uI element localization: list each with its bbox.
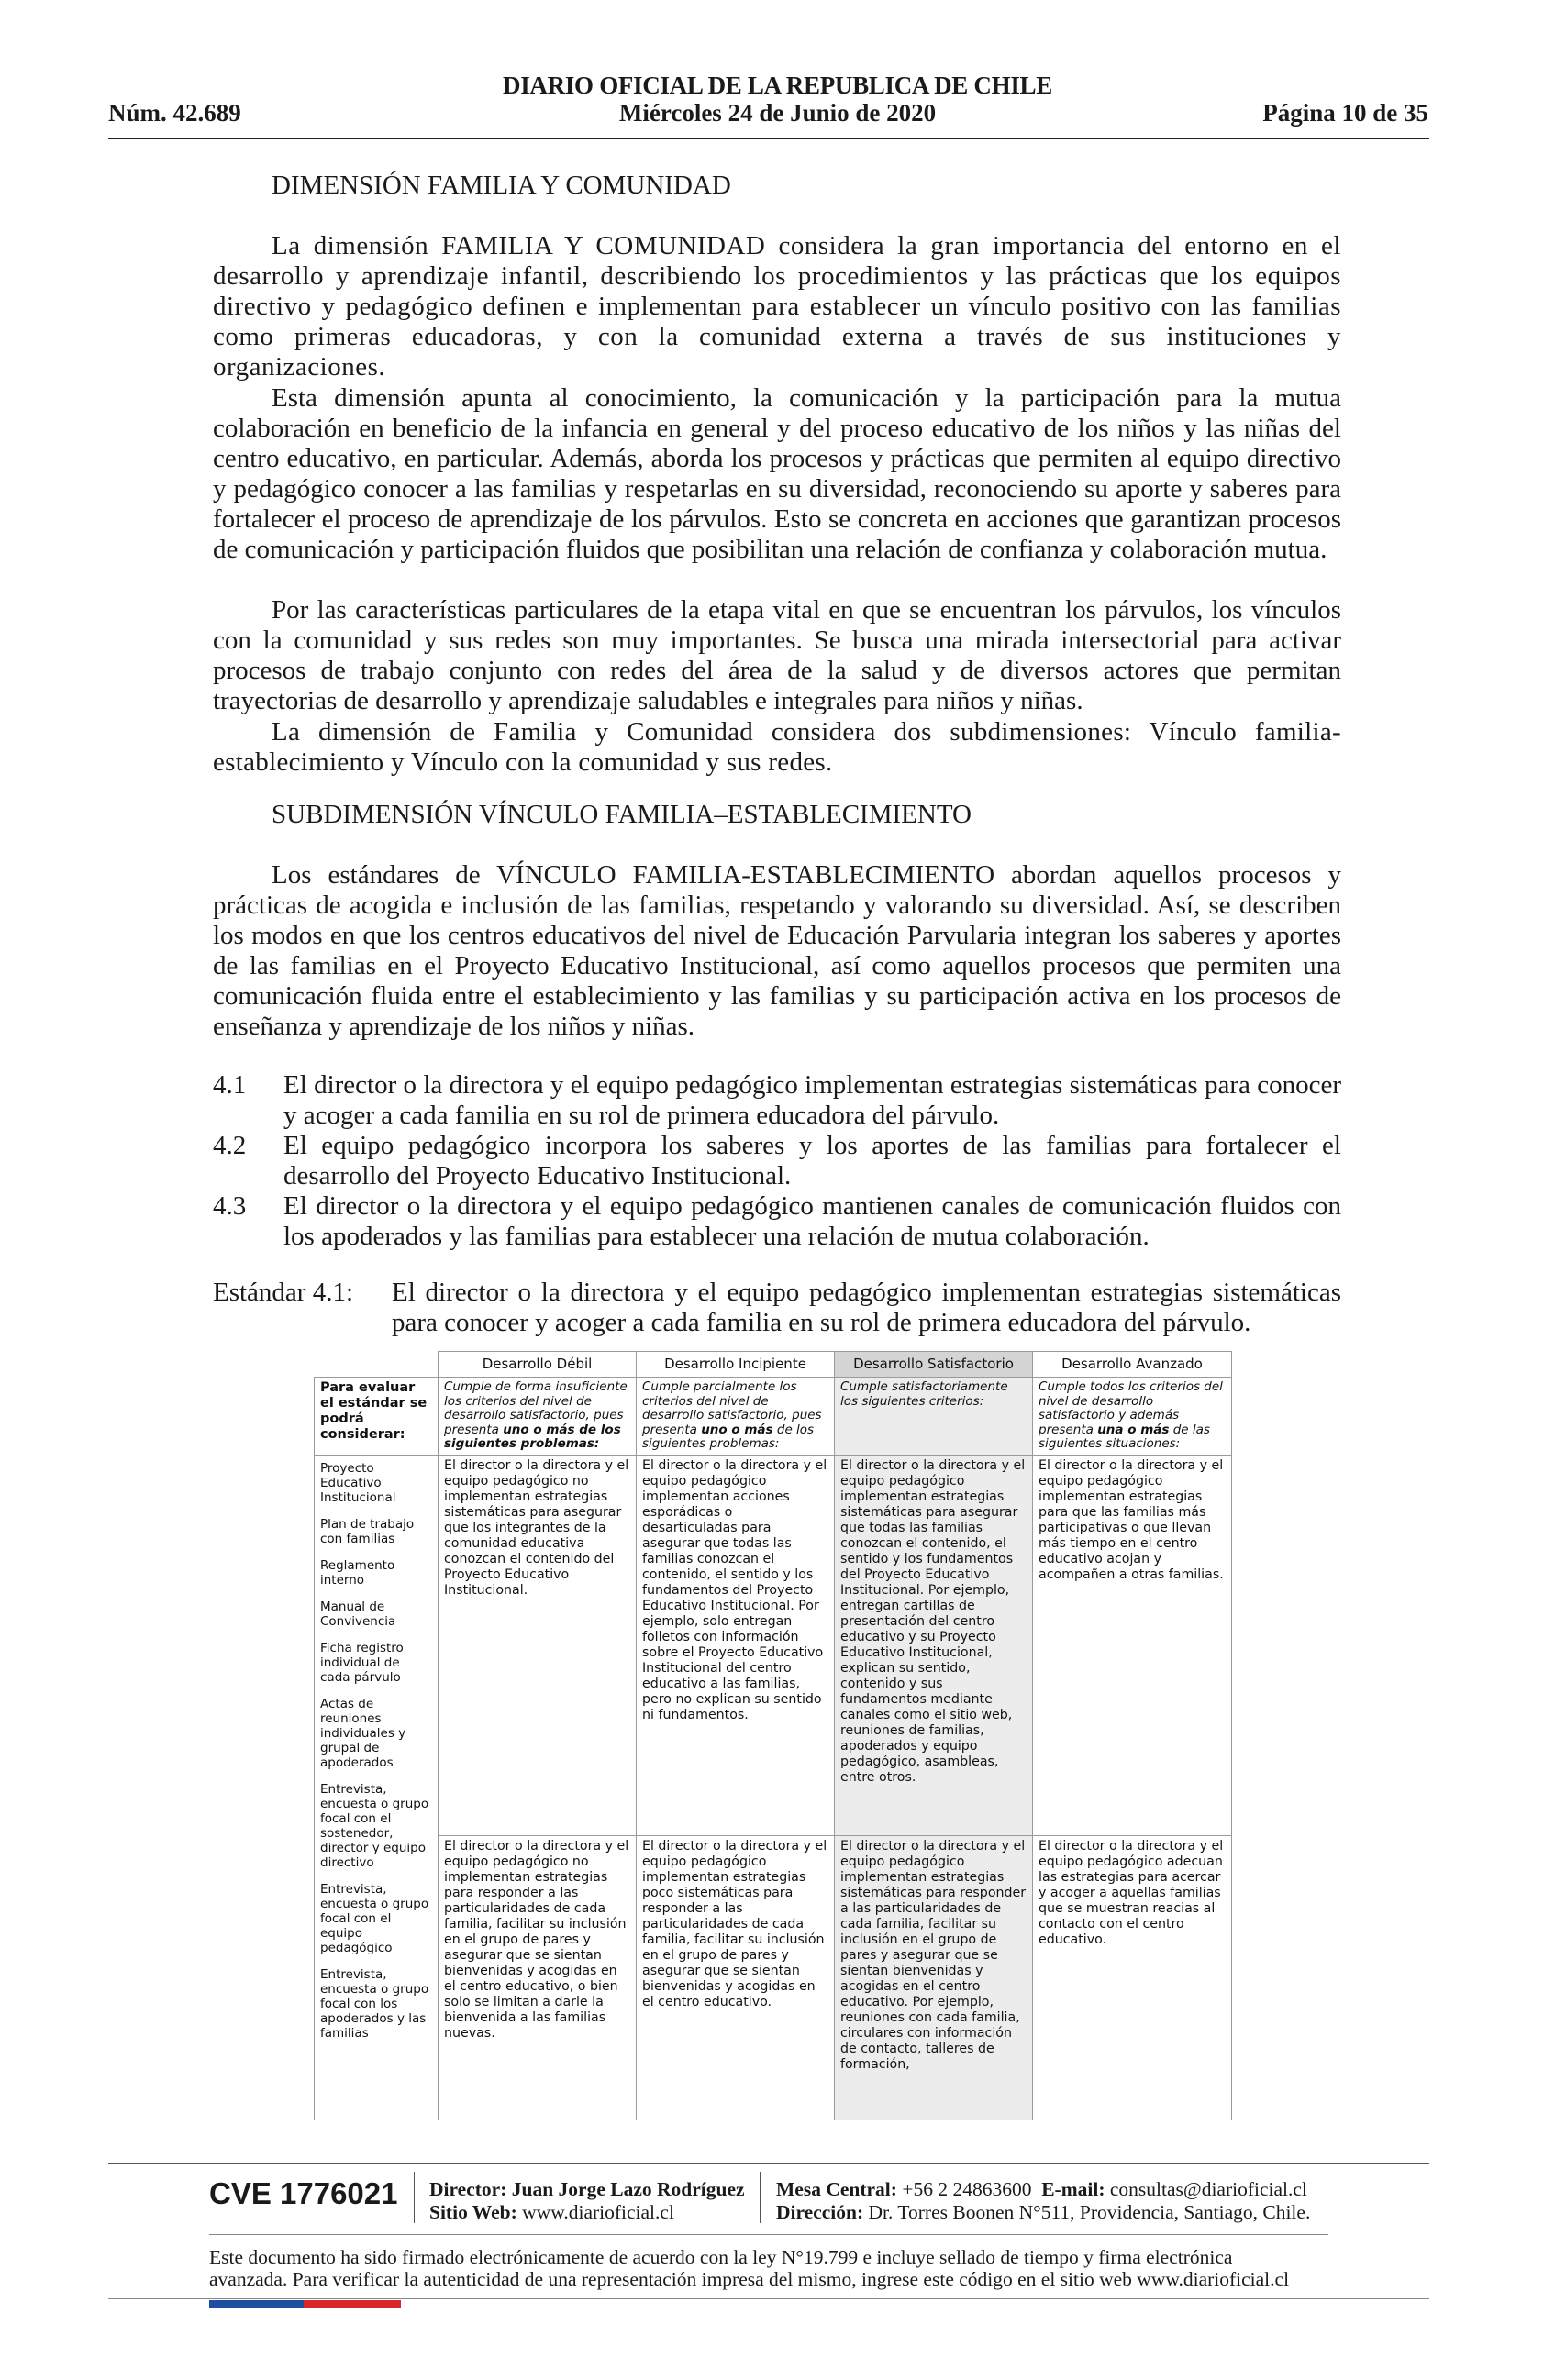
paragraph-4: La dimensión de Familia y Comunidad considera dos subdimensiones: Vínculo familia-establecimiento y Vínculo con la comunidad y sus redes. bbox=[213, 717, 1341, 777]
list-item-number: 4.3 bbox=[213, 1191, 247, 1221]
list-item: El equipo pedagógico incorpora los saberes y los aportes de las familias para fortalecer el desarrollo del Proyecto Educativo Institucional. bbox=[283, 1131, 1341, 1190]
source-item: Proyecto Educativo Institucional bbox=[320, 1460, 396, 1505]
table-cell: El director o la directora y el equipo pedagógico implementan estrategias poco sistemáticas para responder a las particularidades de cada familia, facilitar su inclusión en el grupo de pares y asegurar que se sientan bienvenidas y acogidas en el centro educativo. bbox=[637, 1835, 835, 2120]
column-header-avanzado: Desarrollo Avanzado bbox=[1033, 1352, 1232, 1378]
website-link[interactable]: www.diarioficial.cl bbox=[522, 2201, 674, 2223]
table-header-row bbox=[315, 1352, 1232, 1378]
footer-director: Director: Juan Jorge Lazo Rodríguez Sitio Web: www.diarioficial.cl bbox=[429, 2178, 745, 2223]
criteria-avanzado: Cumple todos los criterios del nivel de desarrollo satisfactorio y además presenta una o más de las siguientes situaciones: bbox=[1033, 1378, 1232, 1456]
rubric-table bbox=[314, 1351, 1232, 2120]
page-number: Página 10 de 35 bbox=[1262, 99, 1428, 127]
signature-note: Este documento ha sido firmado electrónicamente de acuerdo con la ley N°19.799 e incluye sellado de tiempo y firma electrónica avanzada. Para verificar la autenticidad de una representación impresa del mismo, ingrese este código en el sitio web www.diarioficial.cl bbox=[209, 2246, 1290, 2290]
criteria-debil: Cumple de forma insuficiente los criterios del nivel de desarrollo satisfactorio, pues presenta uno o más de los siguientes problemas: bbox=[439, 1378, 637, 1456]
section-heading: DIMENSIÓN FAMILIA Y COMUNIDAD bbox=[272, 171, 731, 200]
footer-rule bbox=[108, 2163, 1429, 2164]
source-item: Manual de Convivencia bbox=[320, 1599, 396, 1629]
source-item: Reglamento interno bbox=[320, 1557, 395, 1588]
table-cell: El director o la directora y el equipo pedagógico adecuan las estrategias para acercar y acoger a aquellas familias que se muestran reacias al contacto con el centro educativo. bbox=[1033, 1835, 1232, 2120]
source-item: Entrevista, encuesta o grupo focal con los apoderados y las familias bbox=[320, 1966, 429, 2041]
criteria-incipiente: Cumple parcialmente los criterios del nivel de desarrollo satisfactorio, pues presenta uno o más de los siguientes problemas: bbox=[637, 1378, 835, 1456]
footer-divider bbox=[760, 2172, 761, 2223]
source-item: Plan de trabajo con familias bbox=[320, 1516, 415, 1546]
source-item: Actas de reuniones individuales y grupal de apoderados bbox=[320, 1696, 406, 1770]
flag-stripe-red bbox=[304, 2300, 401, 2308]
table-cell: El director o la directora y el equipo pedagógico no implementan estrategias para responder a las particularidades de cada familia, facilitar su inclusión en el grupo de pares y asegurar que se sientan bienvenidas y acogidas en el centro educativo, o bien solo se limitan a darle la bienvenida a las familias nuevas. bbox=[439, 1835, 637, 2120]
column-header-satisfactorio: Desarrollo Satisfactorio bbox=[835, 1352, 1033, 1378]
criteria-row bbox=[315, 1378, 1232, 1456]
footer-contact: Mesa Central: +56 2 24863600 E-mail: consultas@diarioficial.cl Dirección: Dr. Torres Boonen N°511, Providencia, Santiago, Chile. bbox=[776, 2178, 1311, 2223]
table-corner bbox=[315, 1352, 439, 1378]
criteria-satisfactorio: Cumple satisfactoriamente los siguientes criterios: bbox=[835, 1378, 1033, 1456]
issue-number: Núm. 42.689 bbox=[108, 99, 241, 127]
footer-divider bbox=[414, 2172, 415, 2223]
subsection-paragraph: Los estándares de VÍNCULO FAMILIA-ESTABLECIMIENTO abordan aquellos procesos y prácticas de acogida e inclusión de las familias, respetando y valorando su diversidad. Así, se describen los modos en que los centros educativos del nivel de Educación Parvularia integran los saberes y aportes de las familias en el Proyecto Educativo Institucional, así como aquellos procesos que permiten una comunicación fluida entre el establecimiento y las familias y su participación activa en los procesos de enseñanza y aprendizaje de los niños y niñas. bbox=[213, 860, 1341, 1041]
list-item-number: 4.2 bbox=[213, 1131, 247, 1160]
flag-stripe-blue bbox=[209, 2300, 304, 2308]
standard-label: Estándar 4.1: bbox=[213, 1278, 354, 1307]
header-rule bbox=[108, 138, 1429, 139]
table-cell: El director o la directora y el equipo pedagógico implementan estrategias sistemáticas para asegurar que todas las familias conozcan el contenido, el sentido y los fundamentos del Proyecto Educativo Institucional. Por ejemplo, entregan cartillas de presentación del centro educativo y su Proyecto Educativo Institucional, explican su sentido, contenido y sus fundamentos mediante canales como el sitio web, reuniones de familias, apoderados y equipo pedagógico, asambleas, entre otros. bbox=[835, 1455, 1033, 1835]
subsection-heading: SUBDIMENSIÓN VÍNCULO FAMILIA–ESTABLECIMIENTO bbox=[272, 800, 972, 829]
publication-title: DIARIO OFICIAL DE LA REPUBLICA DE CHILE bbox=[503, 72, 1052, 99]
footer-rule bbox=[108, 2298, 1429, 2299]
column-header-debil: Desarrollo Débil bbox=[439, 1352, 637, 1378]
table-cell: El director o la directora y el equipo pedagógico implementan estrategias sistemáticas para responder a las particularidades de cada familia, facilitar su inclusión en el grupo de pares y asegurar que se sientan bienvenidas y acogidas en el centro educativo. Por ejemplo, reuniones con cada familia, circulares con información de contacto, talleres de formación, bbox=[835, 1835, 1033, 2120]
table-cell: El director o la directora y el equipo pedagógico no implementan estrategias sistemáticas para asegurar que los integrantes de la comunidad educativa conozcan el contenido del Proyecto Educativo Institucional. bbox=[439, 1455, 637, 1835]
source-item: Ficha registro individual de cada párvulo bbox=[320, 1640, 404, 1685]
table-row bbox=[315, 1455, 1232, 1835]
list-item: El director o la directora y el equipo pedagógico implementan estrategias sistemáticas para conocer y acoger a cada familia en su rol de primera educadora del párvulo. bbox=[283, 1070, 1341, 1130]
evaluation-sources-header: Para evaluar el estándar se podrá considerar: bbox=[315, 1378, 439, 1456]
publication-date: Miércoles 24 de Junio de 2020 bbox=[618, 99, 937, 127]
paragraph-1: La dimensión FAMILIA Y COMUNIDAD considera la gran importancia del entorno en el desarrollo y aprendizaje infantil, describiendo los procedimientos y las prácticas que los equipos directivo y pedagógico definen e implementan para establecer un vínculo positivo con las familias como primeras educadoras, y con la comunidad externa a través de sus instituciones y organizaciones. bbox=[213, 231, 1341, 382]
paragraph-3: Por las características particulares de la etapa vital en que se encuentran los párvulos, los vínculos con la comunidad y sus redes son muy importantes. Se busca una mirada intersectorial para activar procesos de trabajo conjunto con redes del área de la salud y de diversos actores que permitan trayectorias de desarrollo y aprendizaje saludables e integrales para niños y niñas. bbox=[213, 595, 1341, 715]
footer-rule bbox=[209, 2234, 1328, 2235]
email-link[interactable]: consultas@diarioficial.cl bbox=[1109, 2178, 1307, 2200]
evaluation-sources bbox=[315, 1455, 439, 2120]
source-item: Entrevista, encuesta o grupo focal con el sostenedor, director y equipo directivo bbox=[320, 1781, 429, 1870]
column-header-incipiente: Desarrollo Incipiente bbox=[637, 1352, 835, 1378]
table-cell: El director o la directora y el equipo pedagógico implementan estrategias para que las familias más participativas o que llevan más tiempo en el centro educativo acojan y acompañen a otras familias. bbox=[1033, 1455, 1232, 1835]
source-item: Entrevista, encuesta o grupo focal con el equipo pedagógico bbox=[320, 1881, 429, 1955]
list-item-number: 4.1 bbox=[213, 1070, 247, 1100]
list-item: El director o la directora y el equipo pedagógico mantienen canales de comunicación fluidos con los apoderados y las familias para establecer una relación de mutua colaboración. bbox=[283, 1191, 1341, 1251]
paragraph-2: Esta dimensión apunta al conocimiento, la comunicación y la participación para la mutua colaboración en beneficio de la infancia en general y del proceso educativo de los niños y las niñas del centro educativo, en particular. Además, aborda los procesos y prácticas que permiten al equipo directivo y pedagógico conocer a las familias y respetarlas en su diversidad, reconociendo su aporte y saberes para fortalecer el proceso de aprendizaje de los párvulos. Esto se concreta en acciones que garantizan procesos de comunicación y participación fluidos que posibilitan una relación de confianza y colaboración mutua. bbox=[213, 383, 1341, 564]
cve-code: CVE 1776021 bbox=[209, 2176, 398, 2210]
table-cell: El director o la directora y el equipo pedagógico implementan acciones esporádicas o desarticuladas para asegurar que todas las familias conozcan el contenido, el sentido y los fundamentos del Proyecto Educativo Institucional. Por ejemplo, solo entregan folletos con información sobre el Proyecto Educativo Institucional del centro educativo a las familias, pero no explican su sentido ni fundamentos. bbox=[637, 1455, 835, 1835]
standard-text: El director o la directora y el equipo pedagógico implementan estrategias sistemáticas para conocer y acoger a cada familia en su rol de primera educadora del párvulo. bbox=[392, 1278, 1341, 1337]
table-row bbox=[315, 1835, 1232, 2120]
